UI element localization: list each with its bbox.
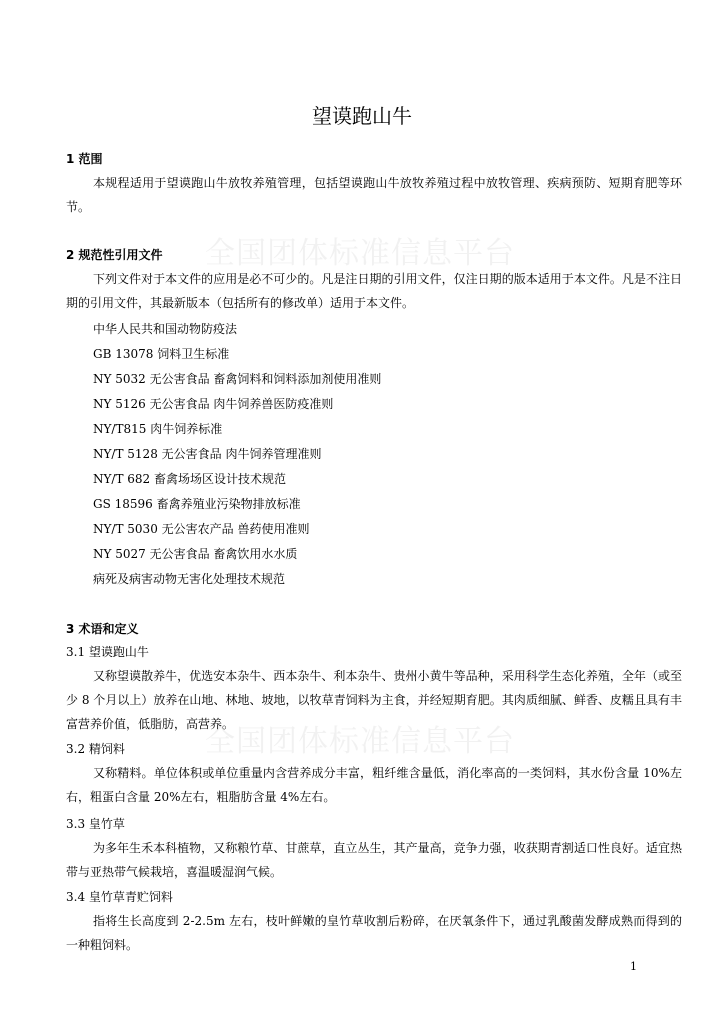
term-heading: 3.1 望谟跑山牛 <box>66 645 149 659</box>
references-paragraph: 下列文件对于本文件的应用是必不可少的。凡是注日期的引用文件，仅注日期的版本适用于本文件。凡是不注日期的引用文件，其最新版本（包括所有的修改单）适用于本文件。 <box>66 272 682 310</box>
reference-item: NY/T 5128 无公害食品 肉牛饲养管理准则 <box>93 447 322 461</box>
document-title: 望谟跑山牛 <box>312 104 412 128</box>
term-definition: 为多年生禾本科植物，又称粮竹草、甘蔗草，直立丛生，其产量高，竞争力强，收获期青割适口性良好。适宜热带与亚热带气候栽培，喜温暖湿润气候。 <box>66 841 682 879</box>
reference-item: 病死及病害动物无害化处理技术规范 <box>93 572 286 586</box>
term-heading: 3.3 皇竹草 <box>66 817 125 831</box>
section-heading-terms: 3 术语和定义 <box>66 622 139 636</box>
reference-item: GS 18596 畜禽养殖业污染物排放标准 <box>93 497 301 511</box>
term-definition: 又称精料。单位体积或单位重量内含营养成分丰富，粗纤维含量低，消化率高的一类饲料，其水份含量 10%左右，粗蛋白含量 20%左右，粗脂肪含量 4%左右。 <box>66 766 682 804</box>
section-heading-references: 2 规范性引用文件 <box>66 248 163 262</box>
reference-item: NY 5032 无公害食品 畜禽饲料和饲料添加剂使用准则 <box>93 372 382 386</box>
reference-item: 中华人民共和国动物防疫法 <box>93 322 238 336</box>
scope-paragraph: 本规程适用于望谟跑山牛放牧养殖管理，包括望谟跑山牛放牧养殖过程中放牧管理、疾病预防、短期育肥等环节。 <box>66 176 682 214</box>
reference-item: GB 13078 饲料卫生标准 <box>93 347 230 361</box>
term-heading: 3.4 皇竹草青贮饲料 <box>66 890 173 904</box>
reference-item: NY/T 682 畜禽场场区设计技术规范 <box>93 472 287 486</box>
watermark: 全国团体标准信息平台 <box>205 236 515 271</box>
term-definition: 又称望谟散养牛，优选安本杂牛、西本杂牛、利本杂牛、贵州小黄牛等品种，采用科学生态化养殖，全年（或至少 8 个月以上）放养在山地、林地、坡地，以牧草青饲料为主食，并经短期育肥。其肉质细腻、鲜香、皮糯且具有丰富营养价值，低脂肪，高营养。 <box>66 669 682 731</box>
term-definition: 指将生长高度到 2-2.5m 左右，枝叶鲜嫩的皇竹草收割后粉碎，在厌氧条件下，通过乳酸菌发酵成熟而得到的一种粗饲料。 <box>66 914 682 952</box>
term-heading: 3.2 精饲料 <box>66 742 125 756</box>
reference-item: NY 5126 无公害食品 肉牛饲养兽医防疫准则 <box>93 397 334 411</box>
watermark: 全国团体标准信息平台 <box>205 724 515 759</box>
reference-item: NY/T815 肉牛饲养标准 <box>93 422 223 436</box>
reference-item: NY/T 5030 无公害农产品 兽药使用准则 <box>93 522 310 536</box>
page-number: 1 <box>630 960 637 973</box>
section-heading-scope: 1 范围 <box>66 152 103 166</box>
reference-item: NY 5027 无公害食品 畜禽饮用水水质 <box>93 547 298 561</box>
